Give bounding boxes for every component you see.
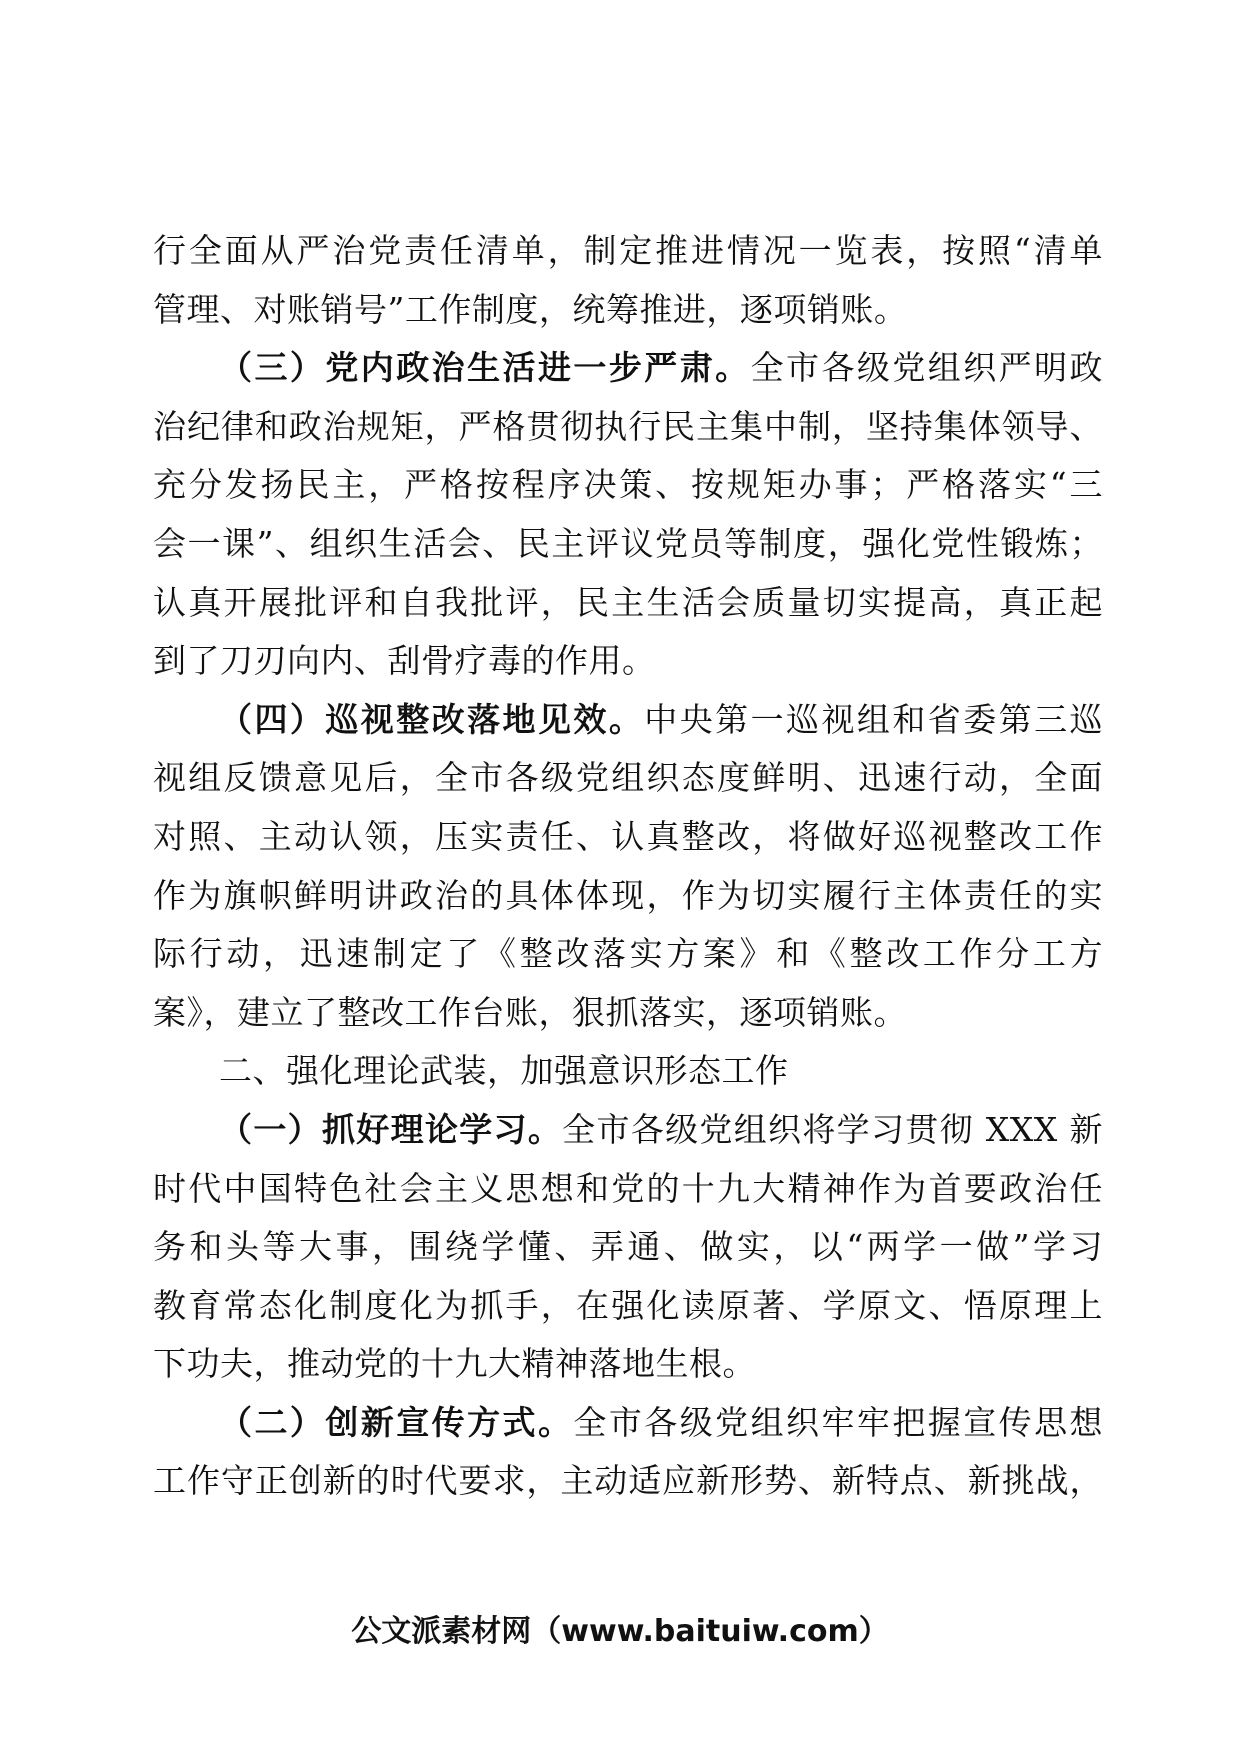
body-line: 工作守正创新的时代要求，主动适应新形势、新特点、新挑战， [153, 1461, 1103, 1501]
body-line: 管理、对账销号”工作制度，统筹推进，逐项销账。 [153, 289, 908, 329]
body-line: 会一课”、组织生活会、民主评议党员等制度，强化党性锻炼； [153, 523, 1103, 563]
body-line: 作为旗帜鲜明讲政治的具体体现，作为切实履行主体责任的实 [153, 875, 1103, 915]
subsection-1-heading: （一）抓好理论学习。 [219, 1109, 563, 1149]
body-line: 际行动，迅速制定了《整改落实方案》和《整改工作分工方 [153, 934, 1103, 974]
footer-watermark: 公文派素材网（www.baituiw.com） [351, 1614, 889, 1649]
body-line: 教育常态化制度化为抓手，在强化读原著、学原文、悟原理上 [153, 1285, 1103, 1325]
section-3-first-line [153, 339, 1103, 398]
subsection-2-first-line [153, 1394, 1103, 1453]
subsection-2-first-line-text: 全市各级党组织牢牢把握宣传思想 [573, 1402, 1103, 1442]
body-line: 时代中国特色社会主义思想和党的十九大精神作为首要政治任 [153, 1168, 1103, 1208]
part-2-heading: 二、强化理论武装，加强意识形态工作 [219, 1051, 789, 1091]
body-line: 认真开展批评和自我批评，民主生活会质量切实提高，真正起 [153, 582, 1103, 622]
body-line: 视组反馈意见后，全市各级党组织态度鲜明、迅速行动，全面 [153, 758, 1103, 798]
body-line: 案》，建立了整改工作台账，狠抓落实，逐项销账。 [153, 992, 907, 1032]
body-line: 对照、主动认领，压实责任、认真整改，将做好巡视整改工作 [153, 816, 1103, 856]
body-line: 务和头等大事，围绕学懂、弄通、做实，以“两学一做”学习 [153, 1227, 1103, 1267]
section-4-first-line-text: 中央第一巡视组和省委第三巡 [644, 699, 1103, 739]
body-line: 到了刀刃向内、刮骨疗毒的作用。 [153, 641, 656, 681]
body-line: 行全面从严治党责任清单，制定推进情况一览表，按照“清单 [153, 231, 1103, 270]
body-line: 下功夫，推动党的十九大精神落地生根。 [153, 1344, 756, 1384]
body-line: 治纪律和政治规矩，严格贯彻执行民主集中制，坚持集体领导、 [153, 406, 1103, 446]
body-line: 充分发扬民主，严格按程序决策、按规矩办事；严格落实“三 [153, 465, 1103, 505]
section-3-heading: （三）党内政治生活进一步严肃。 [219, 348, 751, 388]
subsection-1-first-line-text: 全市各级党组织将学习贯彻 XXX 新 [562, 1109, 1103, 1149]
section-4-heading: （四）巡视整改落地见效。 [219, 699, 645, 739]
subsection-2-heading: （二）创新宣传方式。 [219, 1402, 574, 1442]
section-4-first-line [153, 691, 1103, 750]
subsection-1-first-line [153, 1101, 1103, 1160]
section-3-first-line-text: 全市各级党组织严明政 [750, 348, 1103, 388]
document-body [153, 222, 1103, 1511]
